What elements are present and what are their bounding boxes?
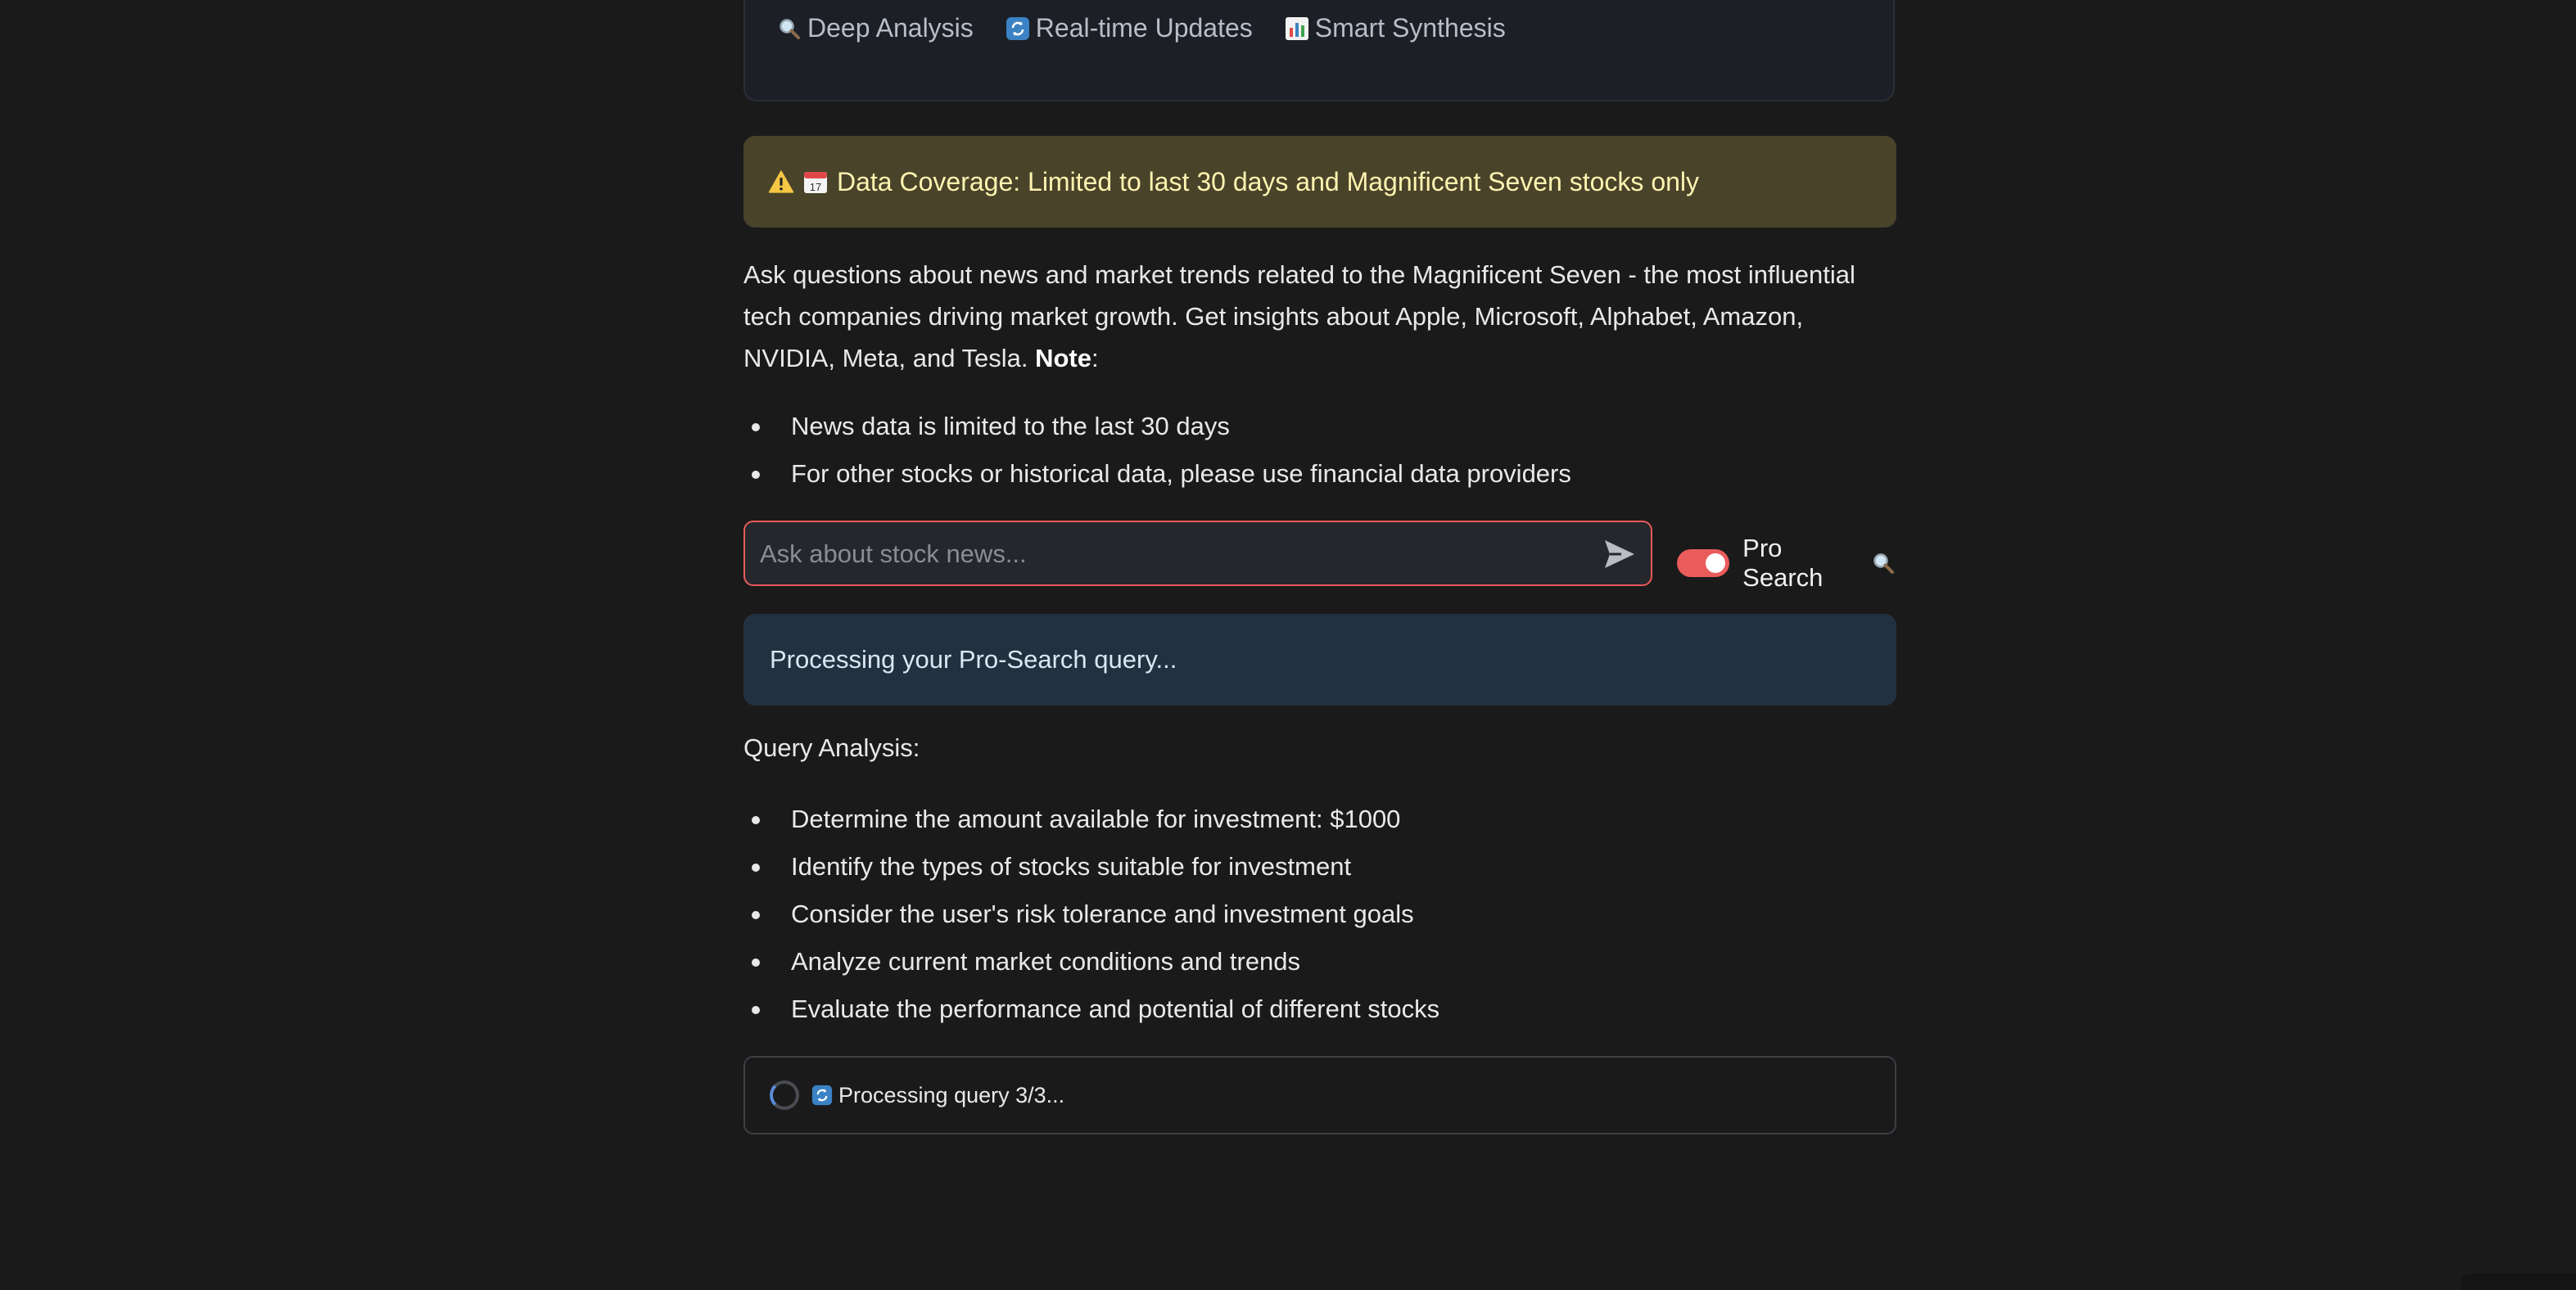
query-analysis-list xyxy=(743,796,1439,1033)
list-item: Evaluate the performance and potential of different stocks xyxy=(743,986,1439,1033)
magnifier-icon xyxy=(776,16,802,42)
notes-list xyxy=(743,403,1571,498)
feature-deep-analysis xyxy=(776,13,974,43)
search-box xyxy=(743,521,1652,586)
spinner-icon xyxy=(770,1080,799,1110)
toggle-knob xyxy=(1706,553,1725,573)
calendar-icon xyxy=(802,169,829,195)
magnifier-icon xyxy=(1871,550,1896,576)
warning-icon xyxy=(768,169,794,195)
processing-info-box xyxy=(743,614,1896,706)
intro-paragraph xyxy=(743,254,1896,379)
feature-realtime-updates xyxy=(1005,13,1253,43)
refresh-icon xyxy=(811,1084,834,1107)
bar-chart-icon xyxy=(1284,16,1310,42)
query-analysis-label: Query Analysis: xyxy=(743,733,920,762)
note-suffix: : xyxy=(1091,344,1099,372)
note-label: Note xyxy=(1035,344,1091,372)
list-item: For other stocks or historical data, please use financial data providers xyxy=(743,450,1571,498)
send-button[interactable] xyxy=(1603,539,1636,570)
data-coverage-warning xyxy=(743,136,1896,228)
feature-label: Real-time Updates xyxy=(1035,13,1253,43)
list-item: Identify the types of stocks suitable for investment xyxy=(743,843,1439,891)
pro-search-label: Pro Search xyxy=(1742,534,1824,592)
list-item: Analyze current market conditions and trends xyxy=(743,938,1439,986)
feature-label: Deep Analysis xyxy=(807,13,974,43)
pro-search-toggle-group xyxy=(1677,534,1896,593)
refresh-icon xyxy=(1005,16,1031,42)
feature-label: Smart Synthesis xyxy=(1314,13,1506,43)
list-item: Determine the amount available for investment: $1000 xyxy=(743,796,1439,843)
send-icon xyxy=(1603,539,1636,570)
status-box xyxy=(743,1056,1896,1134)
search-input[interactable] xyxy=(758,522,1580,586)
corner-tab xyxy=(2461,1274,2576,1290)
status-text: Processing query 3/3... xyxy=(838,1082,1065,1107)
feature-smart-synthesis xyxy=(1284,13,1506,43)
features-card xyxy=(743,0,1895,101)
info-text: Processing your Pro-Search query... xyxy=(770,645,1177,674)
features-row xyxy=(776,13,1506,43)
list-item: Consider the user's risk tolerance and investment goals xyxy=(743,891,1439,938)
intro-text: Ask questions about news and market trends related to the Magnificent Seven - the most influential tech companies driving market growth. Get insights about Apple, Microsoft, Alphabet, Amazon, NVIDIA, Meta, and Tesla. xyxy=(743,260,1855,372)
warning-text: Data Coverage: Limited to last 30 days and Magnificent Seven stocks only xyxy=(837,166,1700,196)
pro-search-toggle[interactable] xyxy=(1677,549,1729,577)
svg-text:17: 17 xyxy=(809,181,822,193)
list-item: News data is limited to the last 30 days xyxy=(743,403,1571,450)
